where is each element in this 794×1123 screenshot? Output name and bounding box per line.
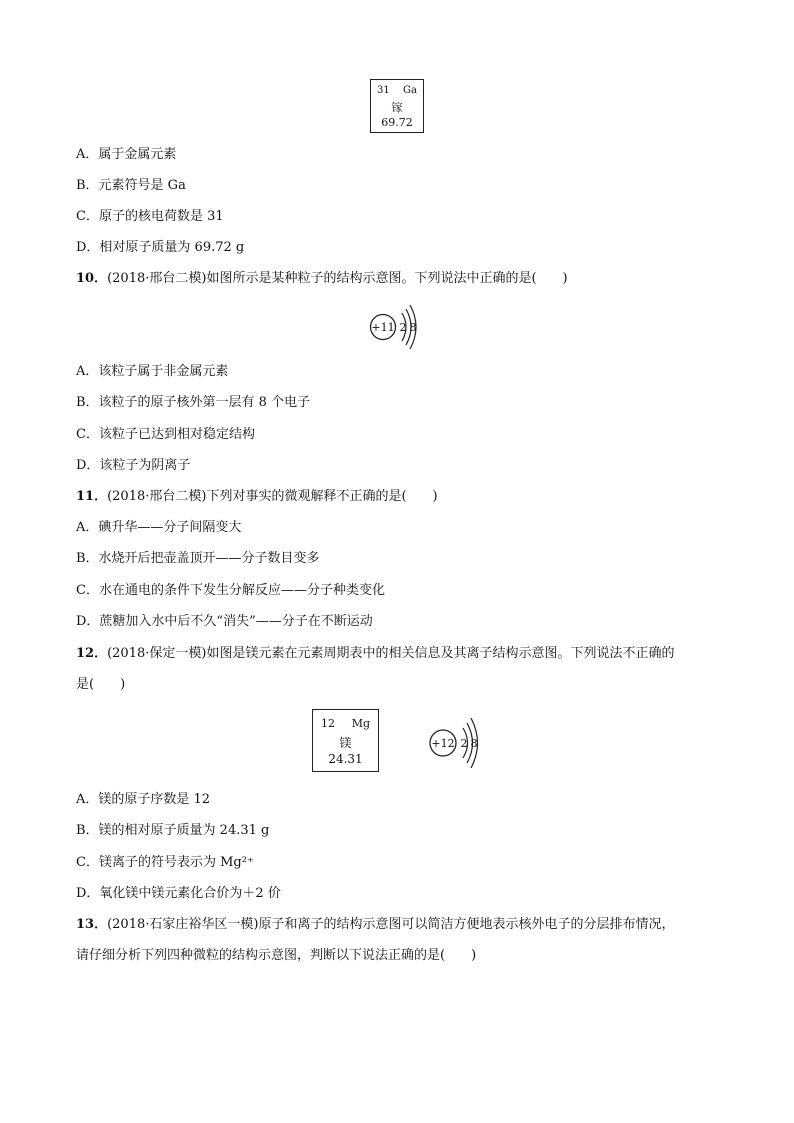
q12-option-d: D．氧化镁中镁元素化合价为＋2 价 (76, 886, 281, 901)
q10-stem (76, 271, 568, 287)
element-mass: 24.31 (328, 752, 363, 766)
nucleus-charge: +12 (431, 737, 455, 750)
question-number: 13． (76, 917, 108, 932)
q9-option-d: D．相对原子质量为 69.72 g (76, 240, 245, 255)
question-text: (2018·邢台二模)下列对事实的微观解释不正确的是( ) (107, 489, 438, 504)
question-text: (2018·石家庄裕华区一模)原子和离子的结构示意图可以简洁方便地表示核外电子的分层排布情况， (107, 917, 675, 932)
question-text: (2018·保定一模)如图是镁元素在元素周期表中的相关信息及其离子结构示意图。下列说法不正确的 (107, 646, 675, 661)
element-mass: 69.72 (381, 116, 413, 129)
q10-option-d: D．该粒子为阴离子 (76, 458, 191, 473)
q9-option-c: C．原子的核电荷数是 31 (76, 209, 224, 224)
shell-electron-count: 8 (409, 321, 417, 334)
question-number: 12． (76, 646, 108, 661)
q11-option-c: C．水在通电的条件下发生分解反应——分子种类变化 (76, 583, 385, 598)
element-symbol: Mg (351, 717, 370, 730)
q11-option-b: B．水烧开后把壶盖顶开——分子数目变多 (76, 551, 320, 566)
q13-stem (76, 917, 674, 933)
q10-option-b: B．该粒子的原子核外第一层有 8 个电子 (76, 395, 311, 410)
q9-option-b: B．元素符号是 Ga (76, 178, 186, 193)
magnesium-element-card (312, 709, 379, 772)
q12-option-b: B．镁的相对原子质量为 24.31 g (76, 823, 270, 838)
question-text: (2018·邢台二模)如图所示是某种粒子的结构示意图。下列说法中正确的是( ) (107, 271, 568, 286)
gallium-element-card (370, 79, 424, 133)
element-name: 镓 (391, 101, 403, 114)
element-name: 镁 (339, 736, 352, 750)
q11-option-a: A．碘升华——分子间隔变大 (76, 520, 242, 535)
sodium-ion-structure-diagram (366, 305, 430, 351)
question-number: 10． (76, 271, 108, 286)
q9-option-a: A．属于金属元素 (76, 147, 177, 162)
q12-stem-continued: 是( ) (76, 677, 126, 692)
shell-electron-count: 2 (399, 321, 407, 334)
q12-option-a: A．镁的原子序数是 12 (76, 792, 211, 807)
q10-option-a: A．该粒子属于非金属元素 (76, 364, 229, 379)
q11-stem (76, 489, 438, 505)
q13-stem-continued: 请仔细分析下列四种微粒的结构示意图，判断以下说法正确的是( ) (76, 948, 477, 963)
q10-option-c: C．该粒子已达到相对稳定结构 (76, 427, 255, 442)
shell-electron-count: 8 (470, 737, 478, 750)
question-number: 11． (76, 489, 108, 504)
element-number: 12 (321, 717, 335, 730)
element-symbol: Ga (403, 85, 417, 96)
q11-option-d: D．蔗糖加入水中后不久“消失”——分子在不断运动 (76, 614, 373, 629)
magnesium-ion-structure-diagram (426, 718, 492, 768)
shell-electron-count: 2 (460, 737, 468, 750)
q12-option-c: C．镁离子的符号表示为 Mg²⁺ (76, 855, 254, 870)
element-number: 31 (377, 85, 390, 96)
nucleus-charge: +11 (371, 321, 395, 334)
q12-stem (76, 646, 674, 662)
